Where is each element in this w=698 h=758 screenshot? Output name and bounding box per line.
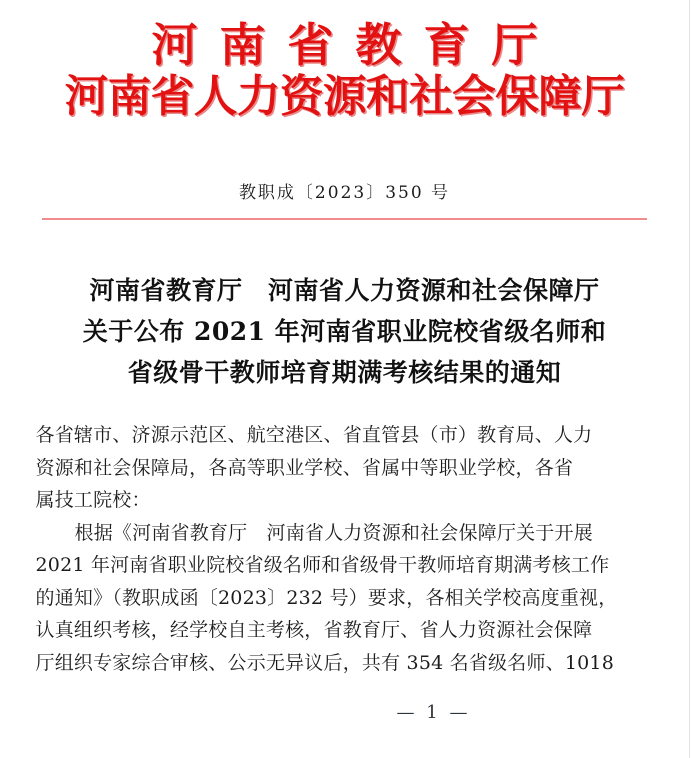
page-footer <box>0 702 689 723</box>
red-divider-rule <box>42 218 647 220</box>
title-line-1: 河南省教育厅 河南省人力资源和社会保障厅 <box>89 276 600 305</box>
paragraph-one <box>36 517 654 680</box>
letterhead-line-education-department: 河南省教育厅 <box>151 18 560 72</box>
document-number: 教职成〔2023〕350 号 <box>238 183 451 203</box>
recipient-line: 资源和社会保障局，各高等职业学校、省属中等职业学校，各省 <box>35 456 574 479</box>
paragraph-line: 的通知》（教职成函〔2023〕232 号）要求，各相关学校高度重视， <box>35 586 618 609</box>
title-line-2: 关于公布 2021 年河南省职业院校省级名师和 <box>82 317 607 346</box>
letterhead-line-hr-social-security-department: 河南省人力资源和社会保障厅 <box>64 71 625 122</box>
document-body <box>36 419 654 679</box>
document-title <box>0 270 689 393</box>
recipient-line: 各省辖市、济源示范区、航空港区、省直管县（市）教育局、人力 <box>35 424 593 446</box>
paragraph-line: 认真组织考核，经学校自主考核，省教育厅、省人力资源社会保障 <box>35 619 593 641</box>
page-number: — 1 — <box>396 702 471 723</box>
title-line-3: 省级骨干教师培育期满考核结果的通知 <box>127 358 562 387</box>
paragraph-line: 根据《河南省教育厅 河南省人力资源和社会保障厅关于开展 <box>74 521 593 544</box>
paragraph-line: 厅组织专家综合审核、公示无异议后，共有 354 名省级名师、1018 <box>35 651 614 674</box>
letterhead <box>0 0 689 122</box>
recipient-line: 属技工院校： <box>35 489 151 511</box>
paragraph-line: 2021 年河南省职业院校省级名师和省级骨干教师培育期满考核工作 <box>35 554 610 576</box>
recipient-block <box>36 419 654 517</box>
